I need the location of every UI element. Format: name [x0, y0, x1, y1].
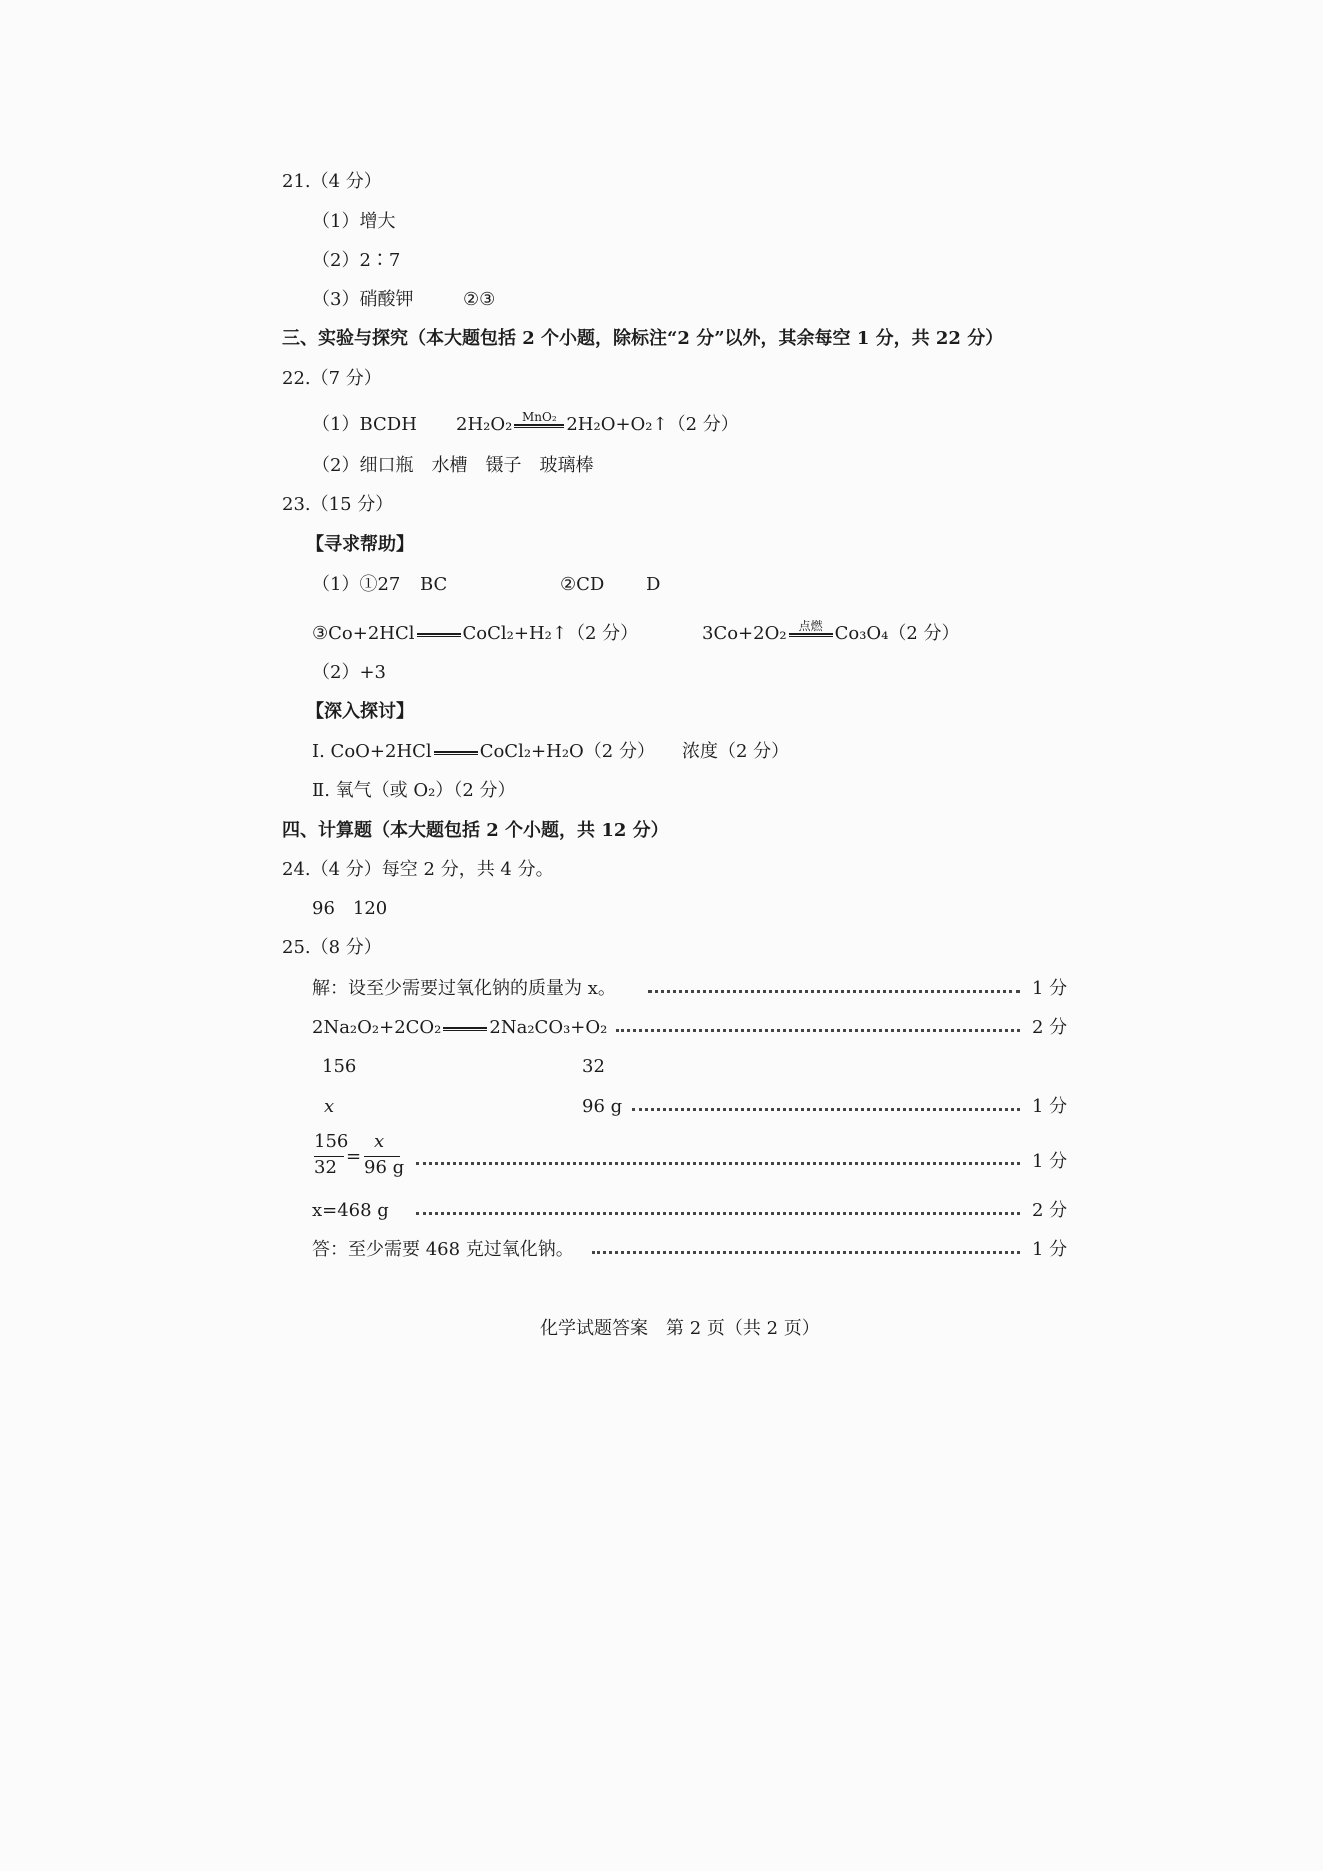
q25-equation-points: 2 分	[1032, 1017, 1068, 1038]
q22-answer-2: （2）细口瓶 水槽 镊子 玻璃棒	[312, 455, 594, 476]
q23-subheading-1: 【寻求帮助】	[306, 534, 414, 555]
q23-answer-1c: ②CD	[560, 574, 605, 595]
q25-header: 25.（8 分）	[282, 937, 382, 958]
q23-header: 23.（15 分）	[282, 494, 394, 515]
q23-equation-2	[702, 619, 960, 646]
q23-answer-1d: D	[646, 574, 661, 595]
q22-answer-1: （1）BCDH	[312, 414, 417, 435]
q21-answer-3: （3）硝酸钾	[312, 289, 414, 310]
q23-answer-1b: BC	[420, 574, 448, 595]
q23-eq2-condition: 点燃	[798, 619, 823, 633]
q23-equation-1	[312, 622, 638, 646]
leader-dots	[592, 1251, 1020, 1254]
q23-eq1-lhs: ③Co+2HCl	[312, 623, 415, 644]
leader-dots	[416, 1212, 1020, 1215]
q24-header: 24.（4 分）每空 2 分，共 4 分。	[282, 859, 554, 880]
q23-part-i-extra: 浓度（2 分）	[682, 741, 790, 762]
q25-step-1-points: 1 分	[1032, 978, 1068, 999]
q23-eq1-rhs: CoCl₂+H₂↑（2 分）	[462, 623, 639, 644]
q22-eq-lhs: 2H₂O₂	[456, 414, 513, 435]
q23-answer-2: （2）+3	[312, 662, 386, 683]
q25-result-points: 2 分	[1032, 1200, 1068, 1221]
q23-subheading-2: 【深入探讨】	[306, 701, 414, 722]
reaction-bar	[443, 1016, 487, 1040]
reaction-bar	[514, 410, 564, 437]
page-footer: 化学试题答案 第 2 页（共 2 页）	[540, 1318, 820, 1339]
q25-answer: 答：至少需要 468 克过氧化钠。	[312, 1239, 574, 1260]
q23-part-ii: Ⅱ. 氧气（或 O₂）（2 分）	[312, 780, 516, 801]
q21-answer-2: （2）2∶7	[312, 250, 401, 271]
q25-fraction-points: 1 分	[1032, 1151, 1068, 1172]
reaction-bar	[417, 622, 461, 646]
q23-i-lhs: Ⅰ. CoO+2HCl	[312, 741, 432, 762]
q23-eq2-lhs: 3Co+2O₂	[702, 623, 787, 644]
leader-dots	[616, 1029, 1020, 1032]
q25-given: 96 g	[582, 1096, 623, 1117]
q25-mass-2: 32	[582, 1056, 605, 1077]
fraction-denominator: 96 g	[364, 1157, 405, 1178]
q22-equation	[456, 410, 739, 437]
q25-unknown: x	[324, 1096, 335, 1117]
reaction-bar	[434, 740, 478, 764]
q25-given-points: 1 分	[1032, 1096, 1068, 1117]
fraction-denominator: 32	[314, 1157, 337, 1178]
q25-eq-rhs: 2Na₂CO₃+O₂	[489, 1017, 608, 1038]
leader-dots	[632, 1108, 1020, 1111]
q23-answer-1a: （1）①27	[312, 574, 401, 595]
q25-mass-1: 156	[322, 1056, 357, 1077]
q22-header: 22.（7 分）	[282, 368, 382, 389]
section-3-title: 三、实验与探究（本大题包括 2 个小题，除标注“2 分”以外，其余每空 1 分，共 22 分）	[282, 328, 1004, 349]
q25-eq-lhs: 2Na₂O₂+2CO₂	[312, 1017, 442, 1038]
q25-equation	[312, 1016, 607, 1040]
q23-part-i	[312, 740, 655, 764]
reaction-bar	[789, 619, 833, 646]
q25-step-1: 解：设至少需要过氧化钠的质量为 x。	[312, 978, 616, 999]
q24-answer: 96 120	[312, 898, 388, 919]
fraction-numerator: x	[374, 1131, 385, 1152]
q22-eq-rhs: 2H₂O+O₂↑（2 分）	[566, 414, 739, 435]
leader-dots	[416, 1162, 1020, 1165]
q25-result: x=468 g	[312, 1200, 389, 1221]
q21-answer-3b: ②③	[463, 289, 496, 310]
q23-eq2-rhs: Co₃O₄（2 分）	[834, 623, 960, 644]
q21-header: 21.（4 分）	[282, 171, 382, 192]
q22-eq-condition: MnO₂	[522, 410, 557, 424]
q23-i-rhs: CoCl₂+H₂O（2 分）	[479, 741, 655, 762]
q25-answer-points: 1 分	[1032, 1239, 1068, 1260]
leader-dots	[648, 990, 1020, 993]
q25-fraction-equals: =	[346, 1146, 362, 1167]
fraction-numerator: 156	[314, 1131, 349, 1152]
q21-answer-1: （1）增大	[312, 211, 396, 232]
section-4-title: 四、计算题（本大题包括 2 个小题，共 12 分）	[282, 820, 669, 841]
